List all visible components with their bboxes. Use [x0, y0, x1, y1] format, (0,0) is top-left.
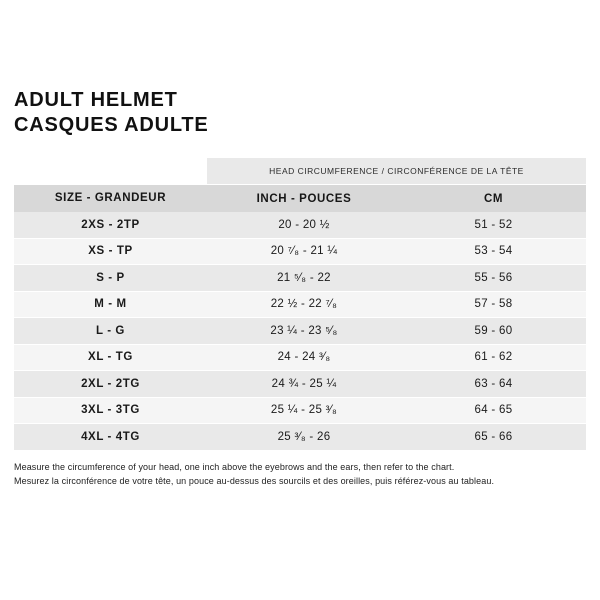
cell-inch: 24 ¾ - 25 ¼ — [207, 371, 401, 398]
cell-size: 2XL - 2TG — [14, 371, 207, 398]
table-row — [14, 344, 586, 371]
table-row — [14, 371, 586, 398]
cell-cm: 51 - 52 — [401, 212, 586, 238]
cell-inch: 25 ³⁄₈ - 26 — [207, 424, 401, 451]
table-row — [14, 238, 586, 265]
column-header-inch: INCH - POUCES — [207, 185, 401, 213]
table-row — [14, 291, 586, 318]
cell-cm: 61 - 62 — [401, 344, 586, 371]
table-row — [14, 212, 586, 238]
cell-inch: 23 ¼ - 23 ⁵⁄₈ — [207, 318, 401, 345]
cell-cm: 65 - 66 — [401, 424, 586, 451]
cell-size: 2XS - 2TP — [14, 212, 207, 238]
table-body — [14, 158, 586, 450]
table-row — [14, 318, 586, 345]
cell-inch: 21 ⁵⁄₈ - 22 — [207, 265, 401, 292]
column-header-cm: CM — [401, 185, 586, 213]
cell-size: L - G — [14, 318, 207, 345]
cell-inch: 22 ½ - 22 ⁷⁄₈ — [207, 291, 401, 318]
footnote-en: Measure the circumference of your head, one inch above the eyebrows and the ears, then refer to the chart. — [14, 461, 455, 472]
cell-cm: 55 - 56 — [401, 265, 586, 292]
table-column-header-row — [14, 185, 586, 213]
cell-cm: 63 - 64 — [401, 371, 586, 398]
cell-size: XL - TG — [14, 344, 207, 371]
footnote-fr: Mesurez la circonférence de votre tête, un pouce au-dessus des sourcils et des oreilles, puis référez-vous au tableau. — [14, 475, 495, 486]
cell-cm: 57 - 58 — [401, 291, 586, 318]
page-title — [14, 88, 586, 138]
group-header-spacer — [14, 158, 207, 185]
cell-inch: 20 - 20 ½ — [207, 212, 401, 238]
cell-size: M - M — [14, 291, 207, 318]
table-row — [14, 265, 586, 292]
cell-size: 4XL - 4TG — [14, 424, 207, 451]
cell-inch: 20 ⁷⁄₈ - 21 ¼ — [207, 238, 401, 265]
cell-cm: 53 - 54 — [401, 238, 586, 265]
title-line-en: ADULT HELMET — [14, 89, 178, 111]
table-group-header-row — [14, 158, 586, 185]
cell-cm: 59 - 60 — [401, 318, 586, 345]
cell-cm: 64 - 65 — [401, 397, 586, 424]
size-chart-table — [14, 158, 586, 451]
group-header-label: HEAD CIRCUMFERENCE / CIRCONFÉRENCE DE LA TÊTE — [207, 158, 586, 185]
table-row — [14, 424, 586, 451]
column-header-size: SIZE - GRANDEUR — [14, 185, 207, 213]
cell-size: 3XL - 3TG — [14, 397, 207, 424]
footnotes — [14, 460, 586, 488]
cell-inch: 24 - 24 ³⁄₈ — [207, 344, 401, 371]
cell-size: S - P — [14, 265, 207, 292]
cell-size: XS - TP — [14, 238, 207, 265]
table-row — [14, 397, 586, 424]
cell-inch: 25 ¼ - 25 ³⁄₈ — [207, 397, 401, 424]
title-line-fr: CASQUES ADULTE — [14, 114, 209, 136]
